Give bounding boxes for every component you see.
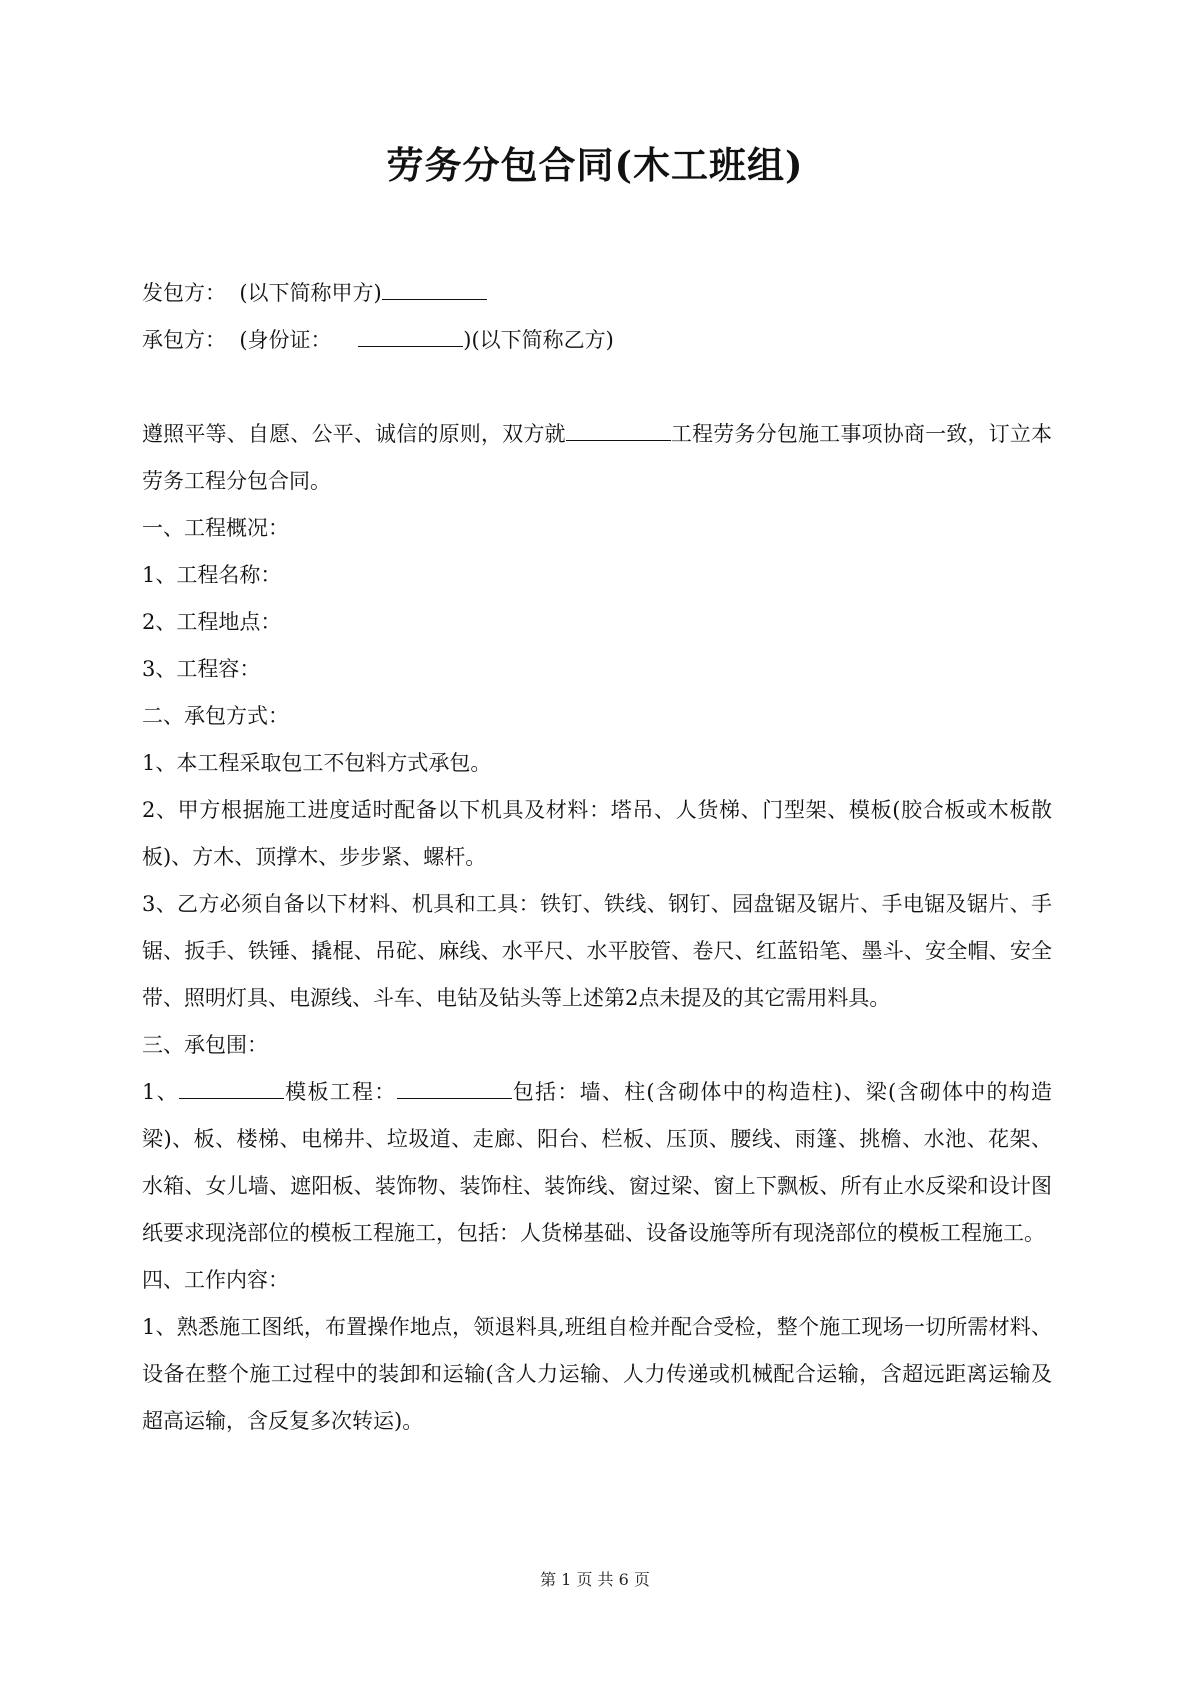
project-name-blank: [566, 418, 671, 441]
party-b-line: [142, 317, 1052, 364]
scope-rest-text: 包括：墙、柱(含砌体中的构造柱)、梁(含砌体中的构造梁)、板、楼梯、电梯井、垃圾道、走廊、阳台、栏板、压顶、腰线、雨篷、挑檐、水池、花架、水箱、女儿墙、遮阳板、装饰物、装饰柱、装饰线、窗过梁、窗上下飘板、所有止水反梁和设计图纸要求现浇部位的模板工程施工，包括：人货梯基础、设备设施等所有现浇部位的模板工程施工。: [142, 1080, 1053, 1245]
party-a-line: [142, 270, 1052, 317]
party-a-blank: [382, 277, 487, 300]
list-item: 1、本工程采取包工不包料方式承包。: [142, 751, 492, 775]
party-a-note: (以下简称甲方): [239, 281, 382, 305]
list-item: 3、乙方必须自备以下材料、机具和工具：铁钉、铁线、钢钉、园盘锯及锯片、手电锯及锯片、手锯、扳手、铁锤、撬棍、吊砣、麻线、水平尺、水平胶管、卷尺、红蓝铅笔、墨斗、安全帽、安全带、照明灯具、电源线、斗车、电钻及钻头等上述第2点未提及的其它需用料具。: [142, 892, 1052, 1010]
list-item: 2、甲方根据施工进度适时配备以下机具及材料：塔吊、人货梯、门型架、模板(胶合板或木板散板)、方木、顶撑木、步步紧、螺杆。: [142, 798, 1052, 869]
section-heading: 二、承包方式：: [142, 704, 289, 728]
intro-text-after: 工程劳务分包施工事项协商一致，订立本劳务工程分包合同。: [142, 422, 1053, 493]
list-item: 2、工程地点：: [142, 610, 282, 634]
scope-blank-2: [397, 1076, 512, 1099]
scope-mid-text: 模板工程：: [283, 1080, 397, 1104]
page-number: 第 1 页 共 6 页: [540, 1570, 650, 1589]
document-title: 劳务分包合同(木工班组): [386, 143, 804, 187]
section-heading: 一、工程概况：: [142, 516, 289, 540]
section-heading: 四、工作内容：: [142, 1268, 289, 1292]
intro-paragraph: [142, 411, 1052, 505]
party-a-label: 发包方：: [142, 281, 226, 305]
party-b-id-label: (身份证：: [239, 328, 332, 352]
list-item: 1、熟悉施工图纸，布置操作地点，领退料具,班组自检并配合受检，整个施工现场一切所需材料、设备在整个施工过程中的装卸和运输(含人力运输、人力传递或机械配合运输，含超远距离运输及超高运输，含反复多次转运)。: [142, 1315, 1052, 1433]
list-item: 3、工程容：: [142, 657, 261, 681]
intro-text-before: 遵照平等、自愿、公平、诚信的原则，双方就: [142, 422, 566, 446]
list-item: [142, 1069, 1052, 1257]
party-b-id-blank: [358, 324, 463, 347]
section-heading: 三、承包围：: [142, 1033, 268, 1057]
list-item: 1、工程名称：: [142, 563, 282, 587]
party-b-label: 承包方：: [142, 328, 226, 352]
scope-blank-1: [179, 1076, 284, 1099]
party-b-note: )(以下简称乙方): [463, 328, 614, 352]
item-number: 1、: [142, 1080, 179, 1104]
document-body: [142, 270, 1052, 1445]
